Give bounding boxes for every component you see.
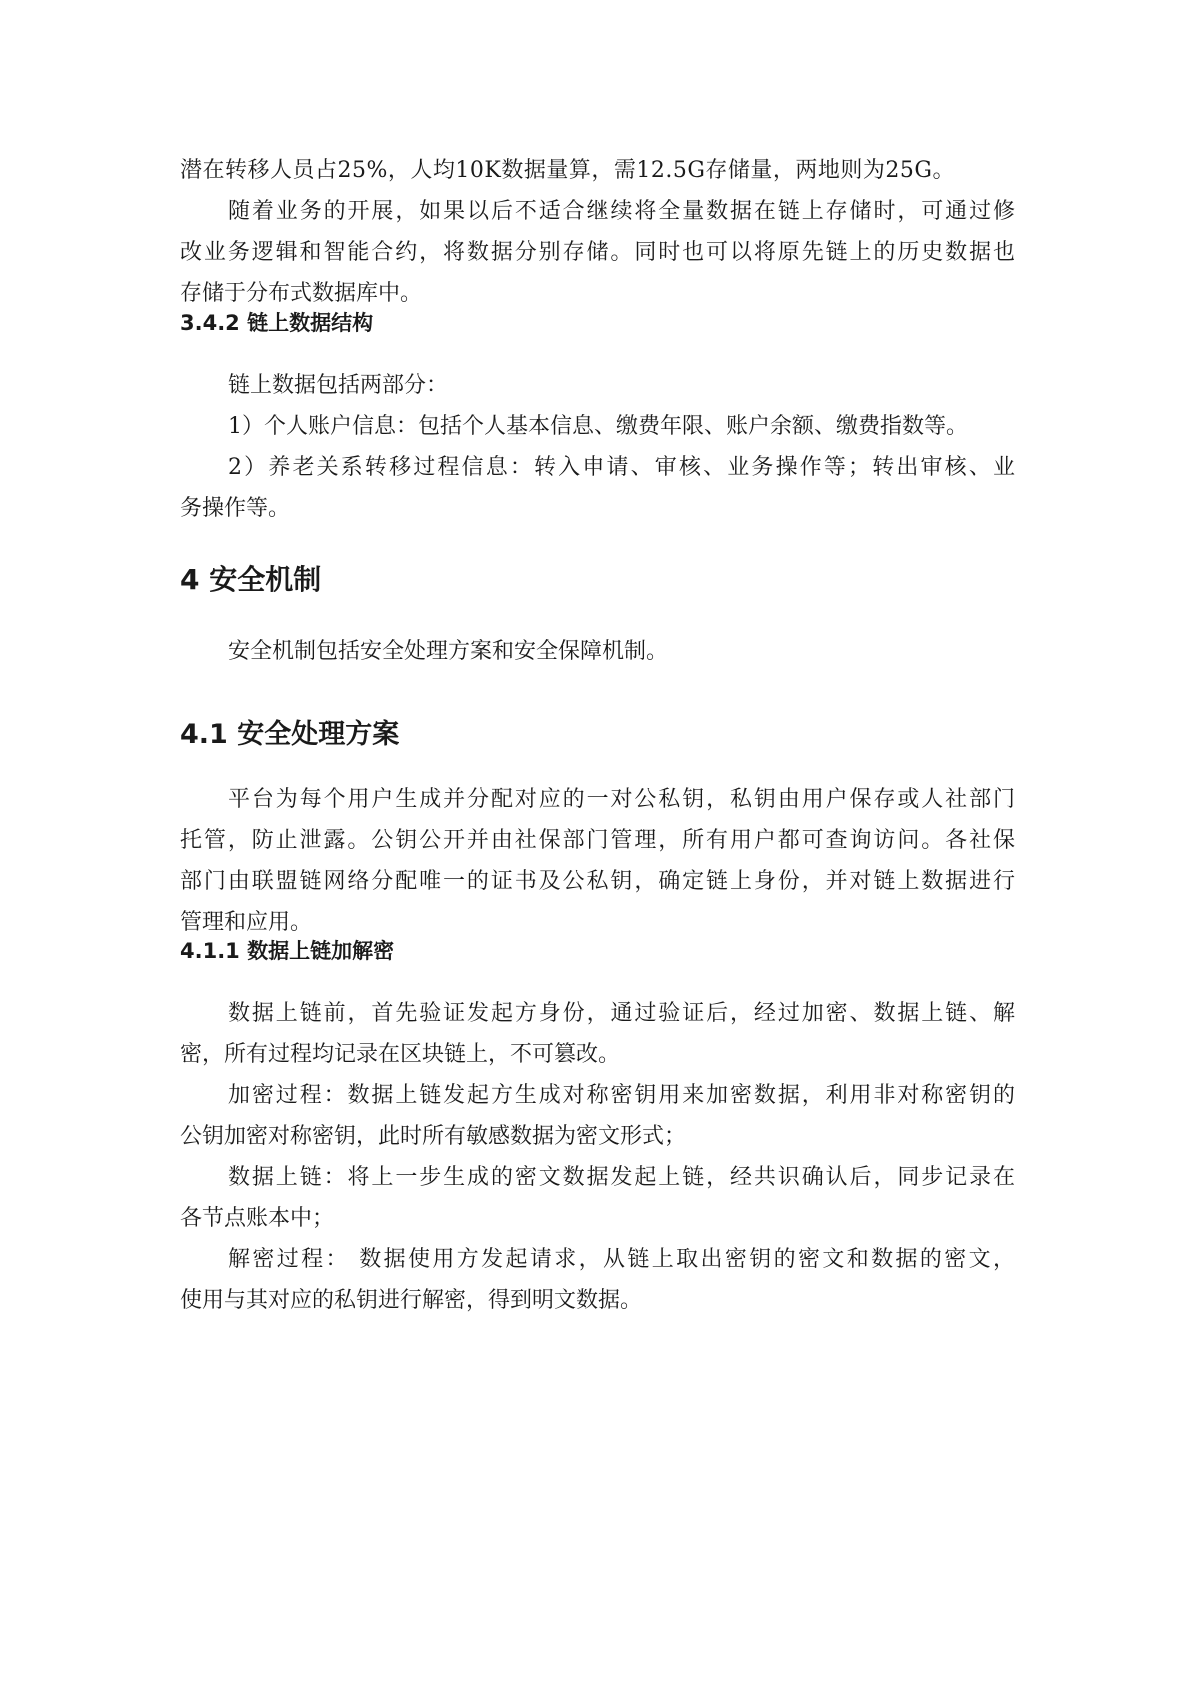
paragraph-upload-to-chain bbox=[180, 1157, 1015, 1239]
paragraph-line: 1）个人账户信息：包括个人基本信息、缴费年限、账户余额、缴费指数等。 bbox=[228, 414, 968, 439]
paragraph-line: 加密过程：数据上链发起方生成对称密钥用来加密数据，利用非对称密钥的 bbox=[228, 1083, 1015, 1108]
paragraph-key-management bbox=[180, 779, 1015, 943]
paragraph-line: 存储于分布式数据库中。 bbox=[180, 281, 423, 306]
section-heading-4: 4 安全机制 bbox=[180, 563, 322, 596]
paragraph-line: 管理和应用。 bbox=[180, 910, 313, 935]
paragraph-line: 2）养老关系转移过程信息：转入申请、审核、业务操作等；转出审核、业 bbox=[228, 455, 1015, 480]
section-heading-4-1: 4.1 安全处理方案 bbox=[180, 719, 400, 750]
paragraph-line: 解密过程： 数据使用方发起请求，从链上取出密钥的密文和数据的密文， bbox=[228, 1247, 1015, 1272]
paragraph-line: 数据上链：将上一步生成的密文数据发起上链，经共识确认后，同步记录在 bbox=[228, 1165, 1015, 1190]
paragraph-storage-estimate bbox=[180, 150, 1015, 191]
paragraph-encryption-process bbox=[180, 1075, 1015, 1157]
paragraph-line: 部门由联盟链网络分配唯一的证书及公私钥，确定链上身份，并对链上数据进行 bbox=[180, 869, 1015, 894]
paragraph-storage-strategy bbox=[180, 191, 1015, 314]
paragraph-decryption-process bbox=[180, 1239, 1015, 1321]
paragraph-line: 平台为每个用户生成并分配对应的一对公私钥，私钥由用户保存或人社部门 bbox=[228, 787, 1015, 812]
paragraph-line: 密，所有过程均记录在区块链上，不可篡改。 bbox=[180, 1042, 621, 1067]
section-heading-3-4-2: 3.4.2 链上数据结构 bbox=[180, 311, 374, 335]
section-heading-4-1-1: 4.1.1 数据上链加解密 bbox=[180, 939, 395, 963]
paragraph-personal-account bbox=[180, 406, 1015, 447]
paragraph-line: 使用与其对应的私钥进行解密，得到明文数据。 bbox=[180, 1288, 643, 1313]
paragraph-transfer-process bbox=[180, 447, 1015, 529]
paragraph-line: 随着业务的开展，如果以后不适合继续将全量数据在链上存储时，可通过修 bbox=[228, 199, 1015, 224]
paragraph-line: 托管，防止泄露。公钥公开并由社保部门管理，所有用户都可查询访问。各社保 bbox=[180, 828, 1015, 853]
paragraph-line: 改业务逻辑和智能合约，将数据分别存储。同时也可以将原先链上的历史数据也 bbox=[180, 240, 1015, 265]
paragraph-line: 公钥加密对称密钥，此时所有敏感数据为密文形式； bbox=[180, 1124, 687, 1149]
paragraph-line: 链上数据包括两部分： bbox=[228, 373, 449, 398]
paragraph-line: 安全机制包括安全处理方案和安全保障机制。 bbox=[228, 639, 669, 664]
paragraph-chain-data-parts bbox=[180, 365, 1015, 406]
paragraph-security-overview bbox=[180, 631, 1015, 672]
paragraph-line: 潜在转移人员占25%，人均10K数据量算，需12.5G存储量，两地则为25G。 bbox=[180, 158, 955, 183]
paragraph-line: 务操作等。 bbox=[180, 496, 291, 521]
paragraph-line: 各节点账本中； bbox=[180, 1206, 335, 1231]
paragraph-on-chain-overview bbox=[180, 993, 1015, 1075]
paragraph-line: 数据上链前，首先验证发起方身份，通过验证后，经过加密、数据上链、解 bbox=[228, 1001, 1015, 1026]
